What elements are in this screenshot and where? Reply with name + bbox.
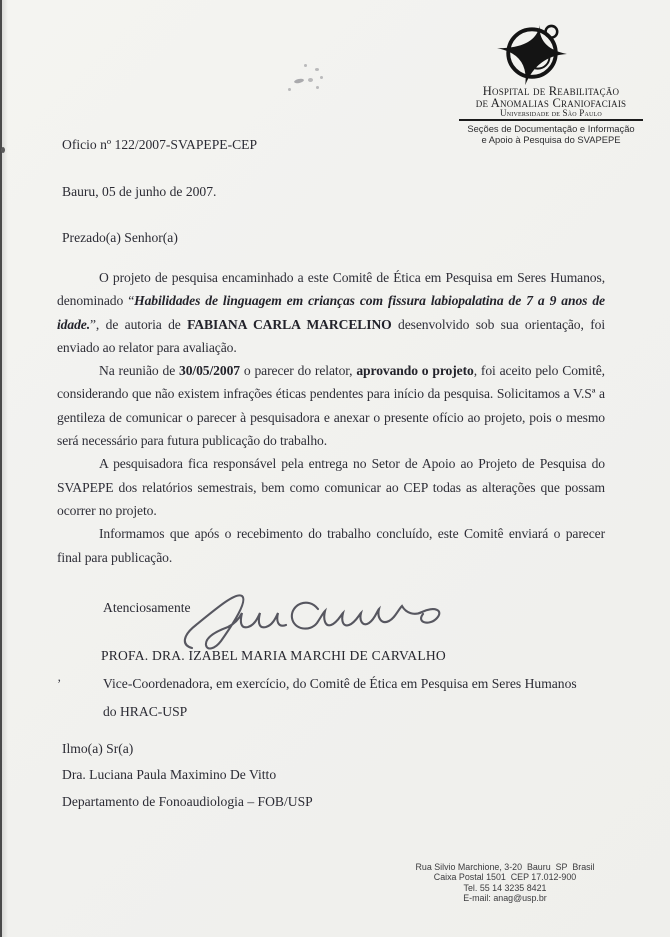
org-name-line1: Hospital de Reabilitação (482, 84, 620, 98)
letter-body (57, 266, 605, 569)
signer-title-line1: Vice-Coordenadora, em exercício, do Comitê de Ética em Pesquisa em Seres Humanos (103, 676, 577, 691)
salutation: Prezado(a) Senhor(a) (62, 230, 178, 245)
reference-number: Oficio nº 122/2007-SVAPEPE-CEP (62, 137, 258, 152)
scan-speck (1, 147, 5, 153)
closing-word: Atenciosamente (103, 600, 191, 615)
stray-tick-mark: ’ (57, 676, 62, 691)
footer-postal: Caixa Postal 1501 CEP 17.012-900 (433, 872, 577, 883)
footer-email: E-mail: anag@usp.br (463, 893, 547, 904)
footer-address-block (393, 862, 617, 904)
faint-pencil-smudge (282, 62, 326, 104)
signer-title-line2: do HRAC-USP (103, 704, 188, 719)
body-paragraph: A pesquisadora fica responsável pela entrega no Setor de Apoio ao Projeto de Pesquisa do SVAPEPE dos relatórios semestrais, bem como comunicar ao CEP todas as alterações que possam ocorrer no projeto. (57, 456, 605, 518)
dateline: Bauru, 05 de junho de 2007. (62, 184, 217, 199)
letterhead-divider (459, 119, 643, 121)
footer-street: Rua Silvio Marchione, 3-20 Bauru SP Brasil (415, 862, 595, 872)
dept-line1: Seções de Documentação e Informação (467, 123, 635, 134)
recipient-department: Departamento de Fonoaudiologia – FOB/USP (62, 794, 313, 809)
org-name-line3: Universidade de São Paulo (500, 108, 602, 118)
hrac-logo-icon (493, 24, 571, 93)
signer-name: PROFA. DRA. IZABEL MARIA MARCHI DE CARVALHO (101, 648, 446, 663)
recipient-honorific: Ilmo(a) Sr(a) (62, 741, 134, 756)
footer-phone: Tel. 55 14 3235 8421 (463, 882, 547, 893)
body-paragraph: Informamos que após o recebimento do trabalho concluído, este Comitê enviará o parecer final para publicação. (57, 526, 605, 565)
recipient-name: Dra. Luciana Paula Maximino De Vitto (62, 767, 277, 782)
scan-edge-shadow (2, 0, 8, 937)
body-paragraph: Na reunião de 30/05/2007 o parecer do relator, aprovando o projeto, foi aceito pelo Comitê, considerando que não existem infrações éticas pendentes para início da pesquisa. Solicitamos a V.Sª a gentileza de comunicar o parecer à pesquisadora e anexar o presente ofício ao projeto, pois o mesmo será necessário para futura publicação do trabalho. (57, 363, 605, 449)
dept-line2: e Apoio à Pesquisa do SVAPEPE (481, 134, 621, 145)
org-name-line2: de Anomalias Craniofaciais (475, 96, 627, 110)
body-paragraph: O projeto de pesquisa encaminhado a este Comitê de Ética em Pesquisa em Seres Humanos, denominado “Habilidades de linguagem em crianças com fissura labiopalatina de 7 a 9 anos de idade.”, de autoria de FABIANA CARLA MARCELINO desenvolvido sob sua orientação, foi enviado ao relator para avaliação. (57, 270, 605, 355)
